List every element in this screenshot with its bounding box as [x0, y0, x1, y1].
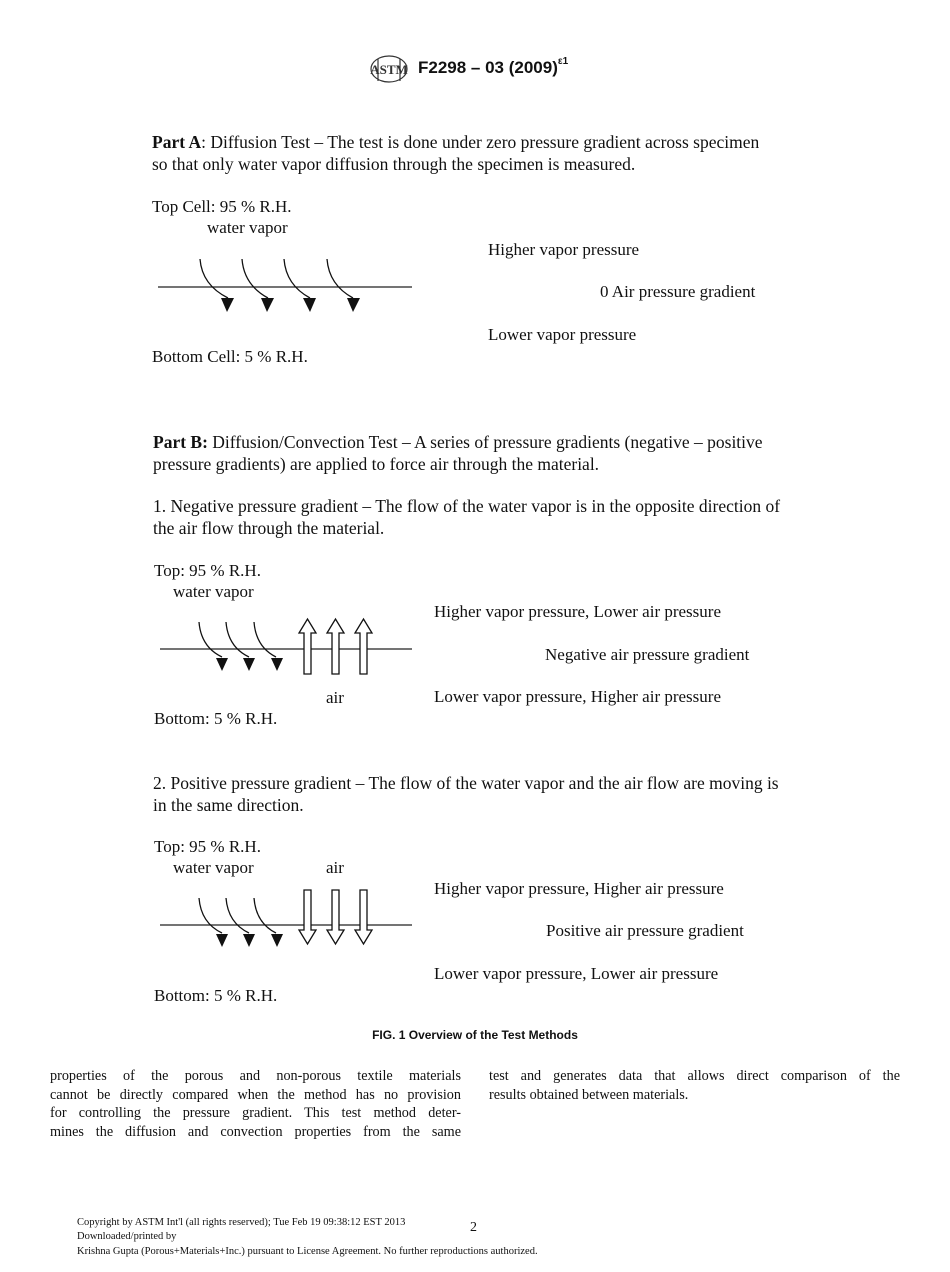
positive-lower-text: Lower vapor pressure, Lower air pressure [434, 964, 719, 983]
negative-gradient-line2: the air flow through the material. [153, 518, 385, 538]
negative-upper-text: Higher vapor pressure, Lower air pressure [434, 602, 721, 621]
part-b-heading: Part B: Diffusion/Convection Test – A series of pressure gradients (negative – positive [153, 432, 763, 452]
water-vapor-arrows [199, 898, 276, 933]
positive-bottom-label: Bottom: 5 % R.H. [154, 986, 278, 1005]
positive-gradient-line2: in the same direction. [153, 795, 304, 815]
negative-gradient-line1: 1. Negative pressure gradient – The flow of the water vapor is in the opposite direction of [153, 496, 781, 516]
body-line: properties of the porous and non-porous textile materials [50, 1068, 461, 1084]
positive-gradient-text: Positive air pressure gradient [546, 921, 744, 940]
footer-license: Krishna Gupta (Porous+Materials+Inc.) pursuant to License Agreement. No further reproductions authorized. [77, 1246, 538, 1257]
part-a-lower-text: Lower vapor pressure [488, 325, 637, 344]
body-line: results obtained between materials. [489, 1086, 689, 1103]
part-a-flow-label: water vapor [207, 218, 288, 237]
positive-top-label: Top: 95 % R.H. [154, 837, 261, 856]
astm-logo-icon [369, 54, 409, 84]
epsilon-superscript: ε1 [557, 56, 569, 68]
footer-copyright: Copyright by ASTM Int'l (all rights reserved); Tue Feb 19 09:38:12 EST 2013 [77, 1217, 406, 1228]
negative-gradient-diagram [150, 612, 420, 682]
footer-downloaded: Downloaded/printed by [77, 1231, 177, 1242]
negative-gradient-text: Negative air pressure gradient [545, 645, 750, 664]
positive-gradient-diagram [150, 888, 420, 958]
negative-air-label: air [326, 688, 344, 707]
svg-text:ASTM: ASTM [370, 62, 408, 77]
positive-air-label: air [326, 858, 344, 877]
figure-caption: FIG. 1 Overview of the Test Methods [372, 1028, 578, 1042]
body-line: test and generates data that allows direct comparison of the [489, 1068, 900, 1084]
body-line: mines the diffusion and convection properties from the same [50, 1123, 461, 1140]
part-a-diagram [150, 250, 420, 320]
positive-upper-text: Higher vapor pressure, Higher air pressure [434, 879, 724, 898]
part-a-heading: Part A: Diffusion Test – The test is done under zero pressure gradient across specimen [152, 132, 760, 152]
water-vapor-arrows [200, 259, 353, 298]
body-line: cannot be directly compared when the method has no provision [50, 1086, 461, 1103]
negative-top-label: Top: 95 % R.H. [154, 561, 261, 580]
document-id: F2298 – 03 $(2009)^{\varepsilon 1}$ [418, 56, 569, 77]
body-right-column [489, 1067, 900, 1104]
air-arrows-down [299, 890, 372, 944]
body-line: for controlling the pressure gradient. This test method deter- [50, 1105, 461, 1121]
negative-flow-label: water vapor [173, 582, 254, 601]
air-arrows-up [299, 619, 372, 674]
part-a-gradient-text: 0 Air pressure gradient [600, 282, 756, 301]
positive-gradient-line1: 2. Positive pressure gradient – The flow of the water vapor and the air flow are moving is [153, 773, 779, 793]
arrowheads [221, 298, 360, 312]
positive-flow-label: water vapor [173, 858, 254, 877]
part-a-upper-text: Higher vapor pressure [488, 240, 640, 259]
part-a-top-label: Top Cell: 95 % R.H. [152, 197, 292, 216]
negative-bottom-label: Bottom: 5 % R.H. [154, 709, 278, 728]
part-a-description: so that only water vapor diffusion through the specimen is measured. [152, 154, 636, 174]
part-b-description: pressure gradients) are applied to force air through the material. [153, 454, 600, 474]
water-vapor-arrows [199, 622, 276, 657]
page-number: 2 [470, 1220, 477, 1235]
body-left-column [50, 1067, 461, 1141]
part-a-bottom-label: Bottom Cell: 5 % R.H. [152, 347, 308, 366]
negative-lower-text: Lower vapor pressure, Higher air pressure [434, 687, 721, 706]
